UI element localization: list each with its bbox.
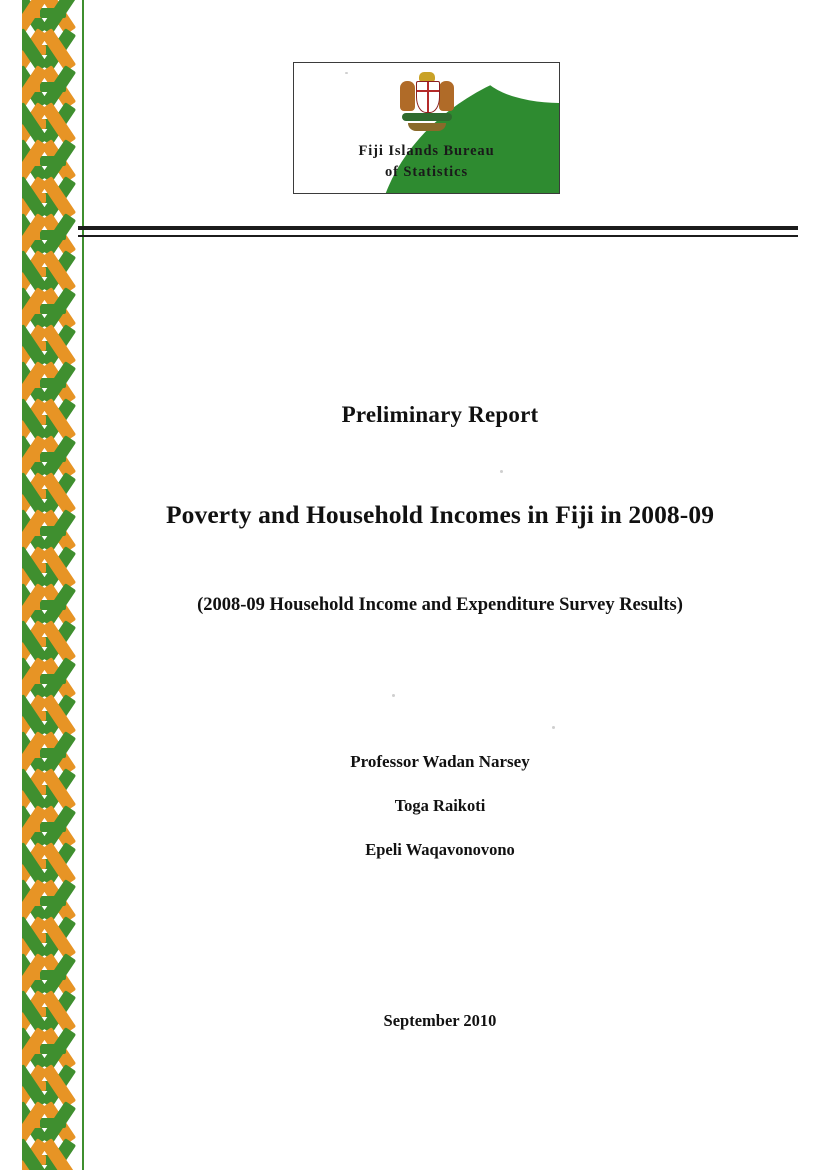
braid-unit xyxy=(22,0,84,31)
braid-unit xyxy=(22,512,84,549)
crest-supporter-right-icon xyxy=(439,81,454,111)
braid-unit xyxy=(22,253,84,290)
braid-unit xyxy=(22,290,84,327)
braid-unit xyxy=(22,882,84,919)
masi-braid-border xyxy=(22,0,84,1170)
braid-unit xyxy=(22,68,84,105)
page-title: Poverty and Household Incomes in Fiji in 2008-09 xyxy=(165,500,715,529)
braid-unit xyxy=(22,956,84,993)
braid-unit xyxy=(22,919,84,956)
braid-unit xyxy=(22,1104,84,1141)
braid-unit xyxy=(22,660,84,697)
scan-speck xyxy=(345,72,348,74)
braid-unit xyxy=(22,623,84,660)
braid-unit xyxy=(22,475,84,512)
braid-unit xyxy=(22,586,84,623)
bureau-logo-box xyxy=(293,62,560,194)
author-3: Epeli Waqavonovono xyxy=(365,840,515,859)
page-subtitle: (2008-09 Household Income and Expenditure Survey Results) xyxy=(197,595,683,615)
braid-unit xyxy=(22,105,84,142)
scan-speck xyxy=(392,694,395,697)
author-1: Professor Wadan Narsey xyxy=(350,752,530,771)
header-divider-thick-rule xyxy=(78,226,798,230)
bureau-logo-line1: Fiji Islands Bureau xyxy=(358,143,495,159)
author-2: Toga Raikoti xyxy=(394,796,486,815)
braid-unit xyxy=(22,327,84,364)
crest-canoe-icon xyxy=(408,123,446,131)
publication-date: September 2010 xyxy=(383,1011,497,1030)
braid-unit xyxy=(22,438,84,475)
braid-unit xyxy=(22,771,84,808)
crest-shield-icon xyxy=(416,81,440,113)
braid-unit xyxy=(22,1141,84,1170)
braid-unit xyxy=(22,179,84,216)
braid-unit xyxy=(22,845,84,882)
braid-unit xyxy=(22,216,84,253)
braid-unit xyxy=(22,31,84,68)
scan-speck xyxy=(552,726,555,729)
crest-shield-cross-vertical xyxy=(427,82,429,112)
bureau-logo-line2: of Statistics xyxy=(385,164,468,181)
fiji-coat-of-arms-icon xyxy=(398,71,456,137)
braid-unit xyxy=(22,993,84,1030)
braid-unit xyxy=(22,364,84,401)
braid-unit xyxy=(22,401,84,438)
author-list xyxy=(90,752,790,884)
report-kind-heading: Preliminary Report xyxy=(341,402,539,427)
scan-speck xyxy=(500,470,503,473)
braid-unit xyxy=(22,697,84,734)
crest-shield-cross-horizontal xyxy=(417,90,439,92)
braid-unit xyxy=(22,1067,84,1104)
braid-unit xyxy=(22,734,84,771)
braid-unit xyxy=(22,142,84,179)
braid-unit xyxy=(22,808,84,845)
header-divider xyxy=(78,226,798,242)
crest-supporter-left-icon xyxy=(400,81,415,111)
header-divider-thin-rule xyxy=(78,235,798,237)
crest-ribbon xyxy=(402,113,452,121)
braid-unit xyxy=(22,549,84,586)
braid-unit xyxy=(22,1030,84,1067)
bureau-logo-text xyxy=(294,141,559,183)
